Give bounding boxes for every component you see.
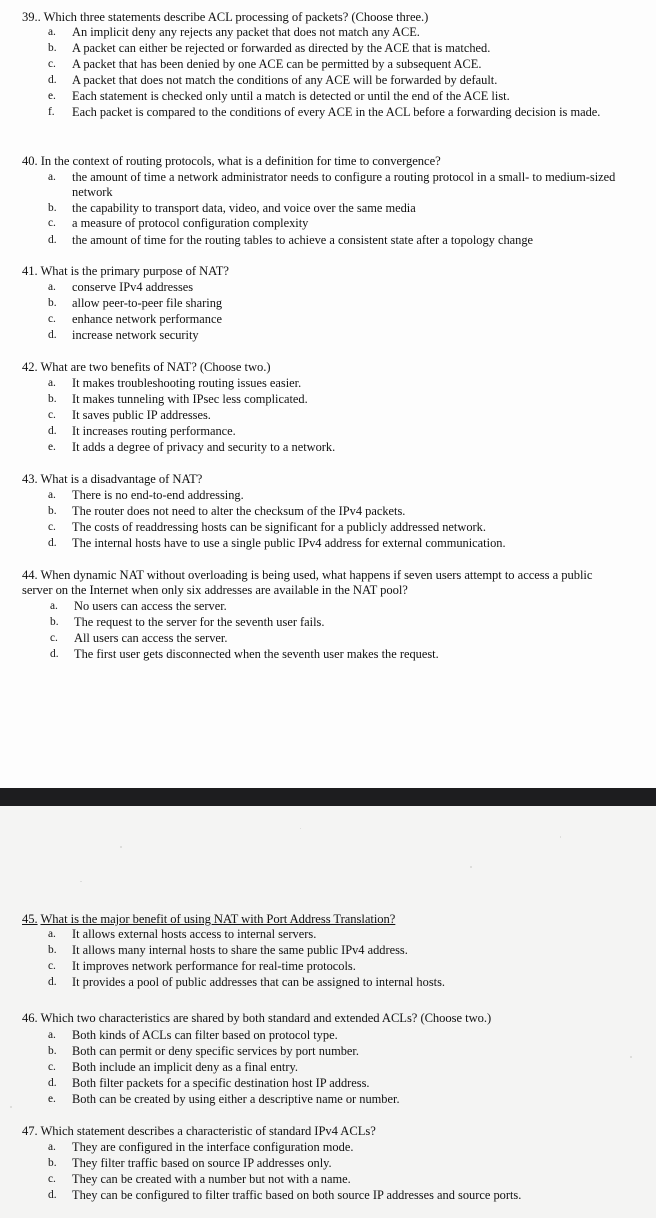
option-text: It makes tunneling with IPsec less complicated. bbox=[72, 392, 308, 406]
scan-speckle bbox=[630, 1056, 632, 1058]
option-letter: d. bbox=[48, 329, 57, 341]
question-text: In the context of routing protocols, what is a definition for time to convergence? bbox=[40, 154, 441, 168]
option-text: A packet that does not match the conditions of any ACE will be forwarded by default. bbox=[72, 73, 498, 87]
question-number: 40. bbox=[22, 154, 38, 168]
question-number: 42. bbox=[22, 360, 38, 374]
option-letter: d. bbox=[50, 648, 59, 660]
option-text: There is no end-to-end addressing. bbox=[72, 488, 244, 502]
option-letter: c. bbox=[48, 217, 56, 229]
option-text: It allows many internal hosts to share the same public IPv4 address. bbox=[72, 943, 408, 957]
option-text: a measure of protocol configuration complexity bbox=[72, 216, 309, 230]
scan-speckle bbox=[120, 846, 122, 848]
option-text: Both can be created by using either a descriptive name or number. bbox=[72, 1092, 400, 1106]
option-text: They filter traffic based on source IP addresses only. bbox=[72, 1156, 332, 1170]
option-letter: c. bbox=[48, 960, 56, 972]
option-text: They can be created with a number but not with a name. bbox=[72, 1172, 351, 1186]
option-letter: f. bbox=[48, 106, 55, 118]
option-text: It allows external hosts access to internal servers. bbox=[72, 927, 317, 941]
option-letter: a. bbox=[48, 171, 56, 183]
question-stem bbox=[22, 264, 229, 279]
question-number: 39. bbox=[22, 10, 38, 24]
question-text: What are two benefits of NAT? (Choose two.) bbox=[40, 360, 271, 374]
option-letter: d. bbox=[48, 74, 57, 86]
option-letter: d. bbox=[48, 425, 57, 437]
question-text: Which statement describes a characteristic of standard IPv4 ACLs? bbox=[40, 1124, 376, 1138]
option-letter: d. bbox=[48, 537, 57, 549]
option-letter: b. bbox=[50, 616, 59, 628]
option-text: It makes troubleshooting routing issues easier. bbox=[72, 376, 302, 390]
option-letter: a. bbox=[48, 26, 56, 38]
question-text: What is the major benefit of using NAT with Port Address Translation? bbox=[40, 912, 396, 926]
option-letter: c. bbox=[50, 632, 58, 644]
option-letter: a. bbox=[48, 281, 56, 293]
option-text: A packet that has been denied by one ACE can be permitted by a subsequent ACE. bbox=[72, 57, 482, 71]
question-stem bbox=[22, 568, 622, 598]
scan-speckle bbox=[470, 866, 472, 868]
option-letter: d. bbox=[48, 1189, 57, 1201]
option-text: allow peer-to-peer file sharing bbox=[72, 296, 223, 310]
scanned-page-bottom bbox=[0, 806, 656, 1218]
option-letter: a. bbox=[48, 377, 56, 389]
question-number: 47. bbox=[22, 1124, 38, 1138]
question-number: 41. bbox=[22, 264, 38, 278]
option-text: Both can permit or deny specific services by port number. bbox=[72, 1044, 359, 1058]
option-text: The request to the server for the seventh user fails. bbox=[74, 615, 325, 629]
question-text: What is the primary purpose of NAT? bbox=[40, 264, 229, 278]
option-text: A packet can either be rejected or forwarded as directed by the ACE that is matched. bbox=[72, 41, 491, 55]
option-text: Both filter packets for a specific destination host IP address. bbox=[72, 1076, 370, 1090]
option-letter: e. bbox=[48, 441, 56, 453]
option-text: Each packet is compared to the conditions of every ACE in the ACL before a forwarding decision is made. bbox=[72, 105, 601, 119]
option-text: The internal hosts have to use a single public IPv4 address for external communication. bbox=[72, 536, 506, 550]
option-text: enhance network performance bbox=[72, 312, 222, 326]
option-letter: c. bbox=[48, 1061, 56, 1073]
option-text: Each statement is checked only until a match is detected or until the end of the ACE list. bbox=[72, 89, 510, 103]
option-text: increase network security bbox=[72, 328, 199, 342]
option-text: Both include an implicit deny as a final entry. bbox=[72, 1060, 298, 1074]
scan-speckle bbox=[80, 881, 82, 882]
option-text: They are configured in the interface configuration mode. bbox=[72, 1140, 354, 1154]
option-text: It provides a pool of public addresses that can be assigned to internal hosts. bbox=[72, 975, 446, 989]
question-text: Which two characteristics are shared by both standard and extended ACLs? (Choose two.) bbox=[40, 1011, 492, 1025]
option-text: the amount of time a network administrator needs to configure a routing protocol in a small- to medium-sized network bbox=[72, 170, 616, 199]
option-letter: c. bbox=[48, 58, 56, 70]
option-text: conserve IPv4 addresses bbox=[72, 280, 194, 294]
option-text: No users can access the server. bbox=[74, 599, 227, 613]
option-letter: b. bbox=[48, 505, 57, 517]
option-text: An implicit deny any rejects any packet that does not match any ACE. bbox=[72, 25, 420, 39]
option-text: They can be configured to filter traffic based on both source IP addresses and source ports. bbox=[72, 1188, 522, 1202]
option-text: The first user gets disconnected when the seventh user makes the request. bbox=[74, 647, 439, 661]
option-letter: b. bbox=[48, 1045, 57, 1057]
question-number: 46. bbox=[22, 1011, 38, 1025]
option-letter: b. bbox=[48, 297, 57, 309]
scan-speckle bbox=[300, 828, 301, 829]
scan-speckle bbox=[560, 836, 561, 838]
option-letter: a. bbox=[48, 1141, 56, 1153]
option-letter: a. bbox=[48, 1029, 56, 1041]
option-letter: d. bbox=[48, 976, 57, 988]
page-divider-bar bbox=[0, 788, 656, 806]
option-text: The costs of readdressing hosts can be significant for a publicly addressed network. bbox=[72, 520, 486, 534]
question-stem bbox=[22, 154, 441, 169]
question-number: 43. bbox=[22, 472, 38, 486]
option-letter: a. bbox=[48, 489, 56, 501]
option-letter: e. bbox=[48, 90, 56, 102]
scan-speckle bbox=[10, 1106, 12, 1108]
question-text: What is a disadvantage of NAT? bbox=[40, 472, 203, 486]
option-text: Both kinds of ACLs can filter based on protocol type. bbox=[72, 1028, 338, 1042]
question-stem bbox=[22, 912, 395, 927]
option-letter: c. bbox=[48, 1173, 56, 1185]
option-text: All users can access the server. bbox=[74, 631, 228, 645]
question-stem bbox=[22, 360, 271, 375]
option-letter: d. bbox=[48, 234, 57, 246]
option-letter: b. bbox=[48, 944, 57, 956]
option-letter: a. bbox=[48, 928, 56, 940]
option-letter: a. bbox=[50, 600, 58, 612]
question-number: 45. bbox=[22, 912, 38, 926]
option-text: the amount of time for the routing tables to achieve a consistent state after a topology change bbox=[72, 233, 534, 247]
option-text: The router does not need to alter the checksum of the IPv4 packets. bbox=[72, 504, 406, 518]
question-stem bbox=[22, 10, 428, 25]
option-letter: e. bbox=[48, 1093, 56, 1105]
option-letter: c. bbox=[48, 313, 56, 325]
question-number: 44. bbox=[22, 568, 38, 582]
option-text: It improves network performance for real-time protocols. bbox=[72, 959, 356, 973]
option-text: It saves public IP addresses. bbox=[72, 408, 211, 422]
option-letter: c. bbox=[48, 521, 56, 533]
option-text: It increases routing performance. bbox=[72, 424, 236, 438]
option-letter: b. bbox=[48, 202, 57, 214]
question-stem bbox=[22, 1011, 491, 1026]
option-letter: c. bbox=[48, 409, 56, 421]
question-text: When dynamic NAT without overloading is being used, what happens if seven users attempt to access a public server on the Internet when only six addresses are available in the NAT pool? bbox=[22, 568, 593, 597]
question-stem bbox=[22, 1124, 376, 1139]
option-letter: d. bbox=[48, 1077, 57, 1089]
option-text: the capability to transport data, video, and voice over the same media bbox=[72, 201, 416, 215]
option-letter: b. bbox=[48, 1157, 57, 1169]
option-text: It adds a degree of privacy and security to a network. bbox=[72, 440, 336, 454]
option-letter: b. bbox=[48, 393, 57, 405]
question-text: . Which three statements describe ACL processing of packets? (Choose three.) bbox=[37, 10, 429, 24]
option-letter: b. bbox=[48, 42, 57, 54]
question-stem bbox=[22, 472, 202, 487]
